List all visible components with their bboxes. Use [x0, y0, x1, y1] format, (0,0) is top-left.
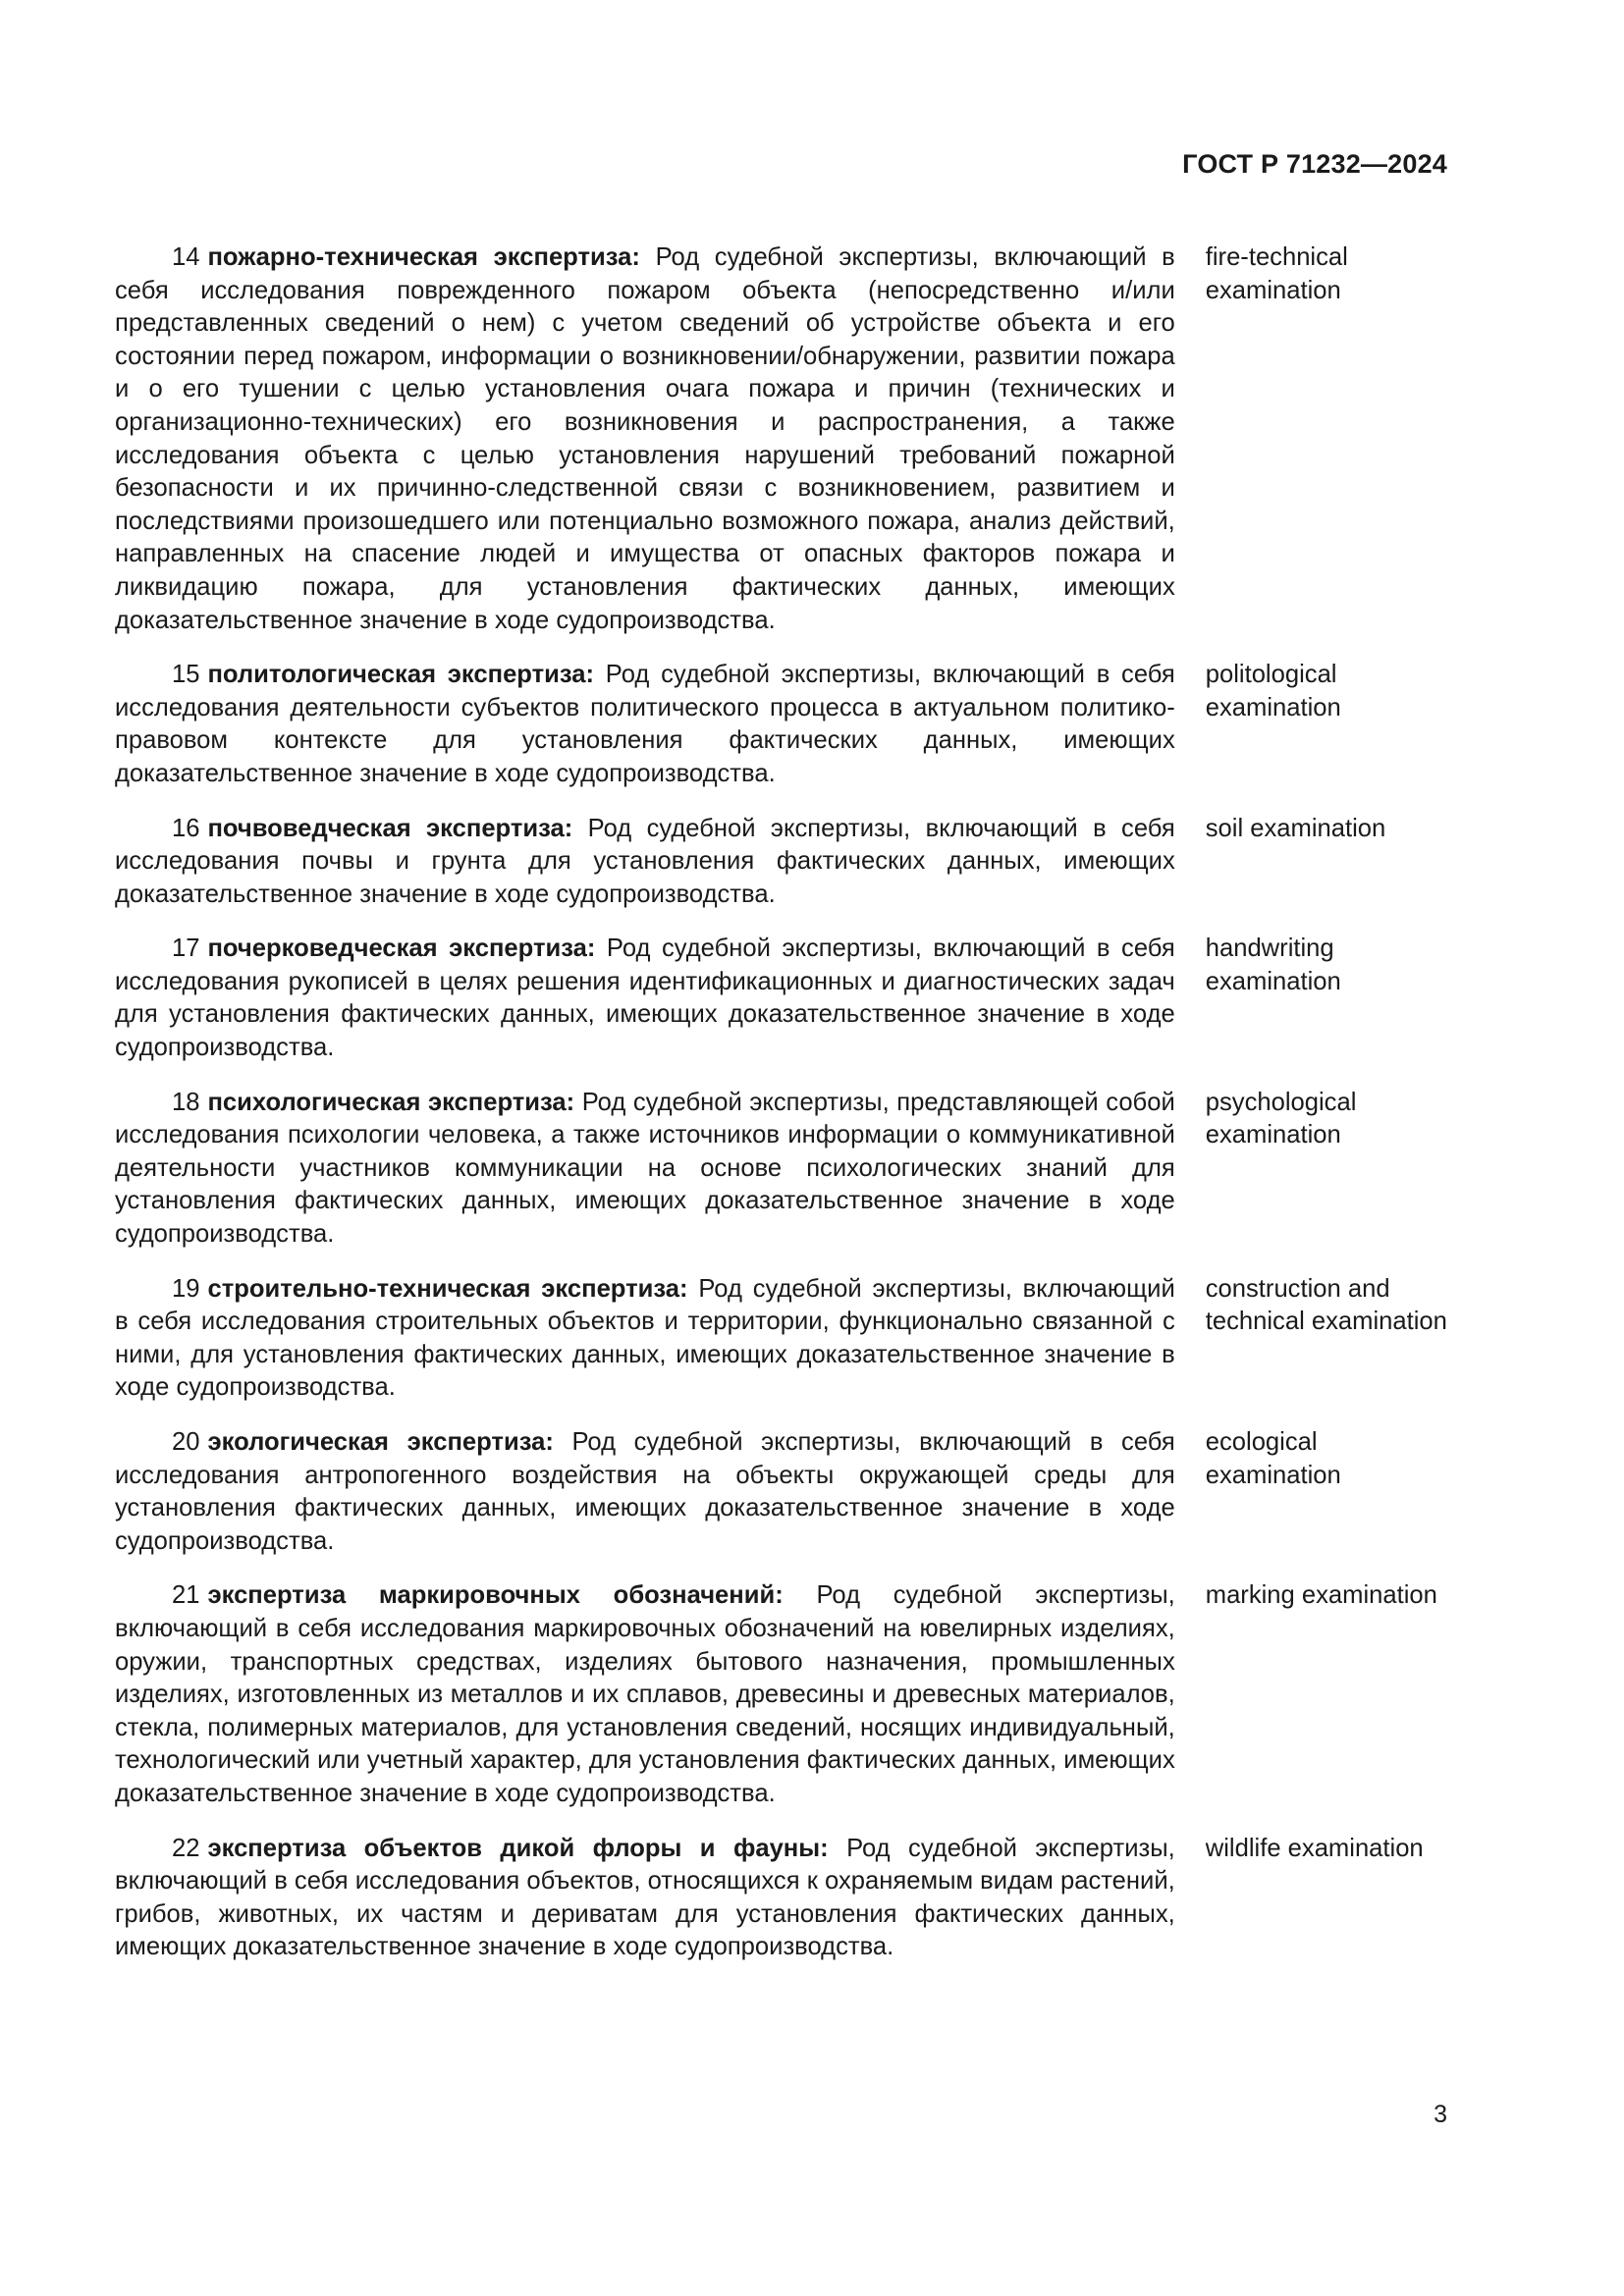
- page-number: 3: [1434, 2101, 1447, 2128]
- term-english-equivalent: fire-technical examination: [1205, 243, 1348, 304]
- term-number: 15: [172, 661, 200, 689]
- term-definition-block: [115, 813, 1175, 912]
- term-definition: Род судебной экспертизы, включающий в себя исследования деятельности субъектов политического процесса в актуальном политико-правовом контексте для установления фактических данных, имеющих доказательственное значение в ходе судопроизводства.: [115, 661, 1175, 787]
- terms-list: [115, 241, 1450, 1986]
- term-definition: Род судебной экспертизы, включающий в себя исследования маркировочных обозначений на ювелирных изделиях, оружии, транспортных средствах, изделиях бытового назначения, промышленных изделиях, изготовленных из металлов и их сплавов, древесины и древесных материалов, стекла, полимерных материалов, для установления сведений, носящих индивидуальный, технологический или учетный характер, для установления фактических данных, имеющих доказательственное значение в ходе судопроизводства.: [115, 1581, 1175, 1807]
- term-entry-16: [115, 813, 1450, 912]
- term-english-equivalent: ecological examination: [1205, 1428, 1341, 1489]
- term-definition: Род судебной экспертизы, включающий в себя исследования почвы и грунта для установления фактических данных, имеющих доказательственное значение в ходе судопроизводства.: [115, 814, 1175, 908]
- term-english-equivalent: marking examination: [1205, 1581, 1437, 1610]
- term-definition: Род судебной экспертизы, включающий в себя исследования объектов, относящихся к охраняемым видам растений, грибов, животных, их частям и дериватам для установления фактических данных, имеющих доказательственное значение в ходе судопроизводства.: [115, 1834, 1175, 1961]
- term-name: почвоведческая экспертиза:: [207, 814, 573, 842]
- term-english-equivalent: psychological examination: [1205, 1088, 1357, 1149]
- term-name: экологическая экспертиза:: [207, 1428, 554, 1456]
- term-name: экспертиза объектов дикой флоры и фауны:: [207, 1834, 829, 1862]
- term-definition-block: [115, 1579, 1175, 1810]
- term-entry-15: [115, 659, 1450, 790]
- term-english-equivalent: politological examination: [1205, 661, 1341, 721]
- term-english-equivalent: handwriting examination: [1205, 934, 1341, 995]
- term-definition-block: [115, 1426, 1175, 1558]
- document-standard-header: ГОСТ Р 71232—2024: [1182, 149, 1447, 179]
- term-name: политологическая экспертиза:: [207, 661, 595, 689]
- term-definition: Род судебной экспертизы, включающий в себя исследования строительных объектов и территории, функционально связанной с ними, для установления фактических данных, имеющих доказательственное значение в ходе судопроизводства.: [115, 1274, 1175, 1402]
- term-name: экспертиза маркировочных обозначений:: [207, 1581, 784, 1610]
- term-number: 17: [172, 934, 200, 963]
- term-name: почерковедческая экспертиза:: [207, 934, 596, 963]
- term-definition: Род судебной экспертизы, представляющей собой исследования психологии человека, а также источников информации о коммуникативной деятельности участников коммуникации на основе психологических знаний для установления фактических данных, имеющих доказательственное значение в ходе судопроизводства.: [115, 1088, 1175, 1249]
- term-name: психологическая экспертиза:: [207, 1088, 575, 1116]
- term-definition-block: [115, 659, 1175, 790]
- term-number: 16: [172, 814, 200, 842]
- term-entry-22: [115, 1833, 1450, 1964]
- term-number: 19: [172, 1274, 200, 1303]
- term-definition: Род судебной экспертизы, включающий в себя исследования антропогенного воздействия на объекты окружающей среды для установления фактических данных, имеющих доказательственное значение в ходе судопроизводства.: [115, 1428, 1175, 1555]
- term-english-equivalent: construction and technical examination: [1205, 1274, 1447, 1336]
- term-entry-21: [115, 1579, 1450, 1810]
- term-entry-19: [115, 1273, 1450, 1405]
- term-number: 14: [172, 243, 200, 271]
- term-entry-20: [115, 1426, 1450, 1558]
- term-definition-block: [115, 933, 1175, 1064]
- term-number: 22: [172, 1834, 200, 1862]
- term-english-equivalent: wildlife examination: [1205, 1834, 1424, 1862]
- term-name: строительно-техническая экспертиза:: [207, 1274, 688, 1303]
- term-definition: Род судебной экспертизы, включающий в себя исследования рукописей в целях решения идентификационных и диагностических задач для установления фактических данных, имеющих доказательственное значение в ходе судопроизводства.: [115, 934, 1175, 1062]
- term-definition-block: [115, 1087, 1175, 1252]
- term-number: 20: [172, 1428, 200, 1456]
- term-entry-14: [115, 241, 1450, 637]
- term-entry-17: [115, 933, 1450, 1064]
- term-definition: Род судебной экспертизы, включающий в себя исследования поврежденного пожаром объекта (непосредственно и/или представленных сведений о нем) с учетом сведений об устройстве объекта и его состоянии перед пожаром, информации о возникновении/обнаружении, развитии пожара и о его тушении с целью установления очага пожара и причин (технических и организационно-технических) его возникновения и распространения, а также исследования объекта с целью установления нарушений требований пожарной безопасности и их причинно-следственной связи с возникновением, развитием и последствиями произошедшего или потенциально возможного пожара, анализ действий, направленных на спасение людей и имущества от опасных факторов пожара и ликвидацию пожара, для установления фактических данных, имеющих доказательственное значение в ходе судопроизводства.: [115, 243, 1175, 634]
- term-name: пожарно-техническая экспертиза:: [207, 243, 640, 271]
- term-definition-block: [115, 1833, 1175, 1964]
- term-number: 18: [172, 1088, 200, 1116]
- term-definition-block: [115, 1273, 1175, 1405]
- term-english-equivalent: soil examination: [1205, 814, 1386, 842]
- term-number: 21: [172, 1581, 200, 1610]
- term-definition-block: [115, 241, 1175, 637]
- term-entry-18: [115, 1087, 1450, 1252]
